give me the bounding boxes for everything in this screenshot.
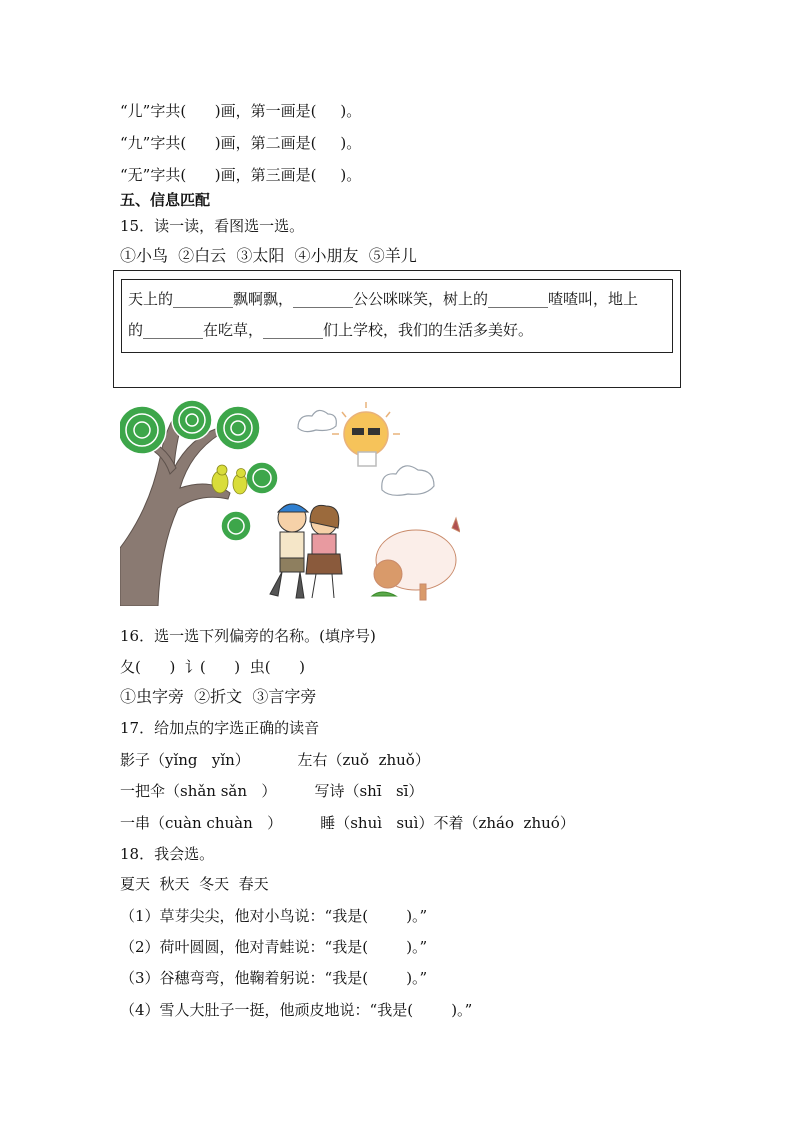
q18-options: 夏天 秋天 冬天 春天: [120, 875, 269, 893]
q15-passage-line-1: 天上的________飘啊飘，________公公咪咪笑，树上的________喳喳叫，地上: [128, 290, 639, 308]
q18-item-4: （4）雪人大肚子一挺，他顽皮地说：“我是( )。”: [120, 1001, 473, 1019]
q17-row-3: 一串（cuàn chuàn ） 睡（shuì suì）不着（zháo zhuó）: [120, 814, 575, 832]
q14-line-3: “无”字共( )画，第三画是( )。: [120, 166, 362, 184]
q17-row-2: 一把伞（shǎn sǎn ） 写诗（shī sī）: [120, 782, 424, 800]
children: [270, 504, 342, 598]
q18-prompt: 18．我会选。: [120, 845, 215, 863]
q17-prompt: 17．给加点的字选正确的读音: [120, 719, 320, 737]
q15-passage-line-2: 的________在吃草，________们上学校，我们的生活多美好。: [128, 321, 534, 339]
birds: [212, 465, 247, 494]
q18-item-2: （2）荷叶圆圆，他对青蛙说：“我是( )。”: [120, 938, 428, 956]
q17-row-1: 影子（yǐng yǐn） 左右（zuǒ zhuǒ）: [120, 751, 430, 769]
q15-options: ①小鸟 ②白云 ③太阳 ④小朋友 ⑤羊儿: [120, 246, 417, 265]
q14-line-1: “儿”字共( )画，第一画是( )。: [120, 102, 362, 120]
q18-item-3: （3）谷穗弯弯，他鞠着躬说：“我是( )。”: [120, 969, 428, 987]
sheep: [372, 518, 460, 600]
q16-options: ①虫字旁 ②折文 ③言字旁: [120, 687, 317, 706]
q14-line-2: “九”字共( )画，第二画是( )。: [120, 134, 362, 152]
q15-prompt: 15．读一读，看图选一选。: [120, 217, 305, 235]
q16-radicals: 夂( ) 讠( ) 虫( ): [120, 658, 306, 676]
q18-item-1: （1）草芽尖尖，他对小鸟说：“我是( )。”: [120, 907, 428, 925]
scene-illustration: [120, 398, 460, 606]
section-5-title: 五、信息匹配: [120, 191, 211, 209]
q16-prompt: 16．选一选下列偏旁的名称。(填序号): [120, 627, 376, 645]
sun: [332, 402, 400, 466]
